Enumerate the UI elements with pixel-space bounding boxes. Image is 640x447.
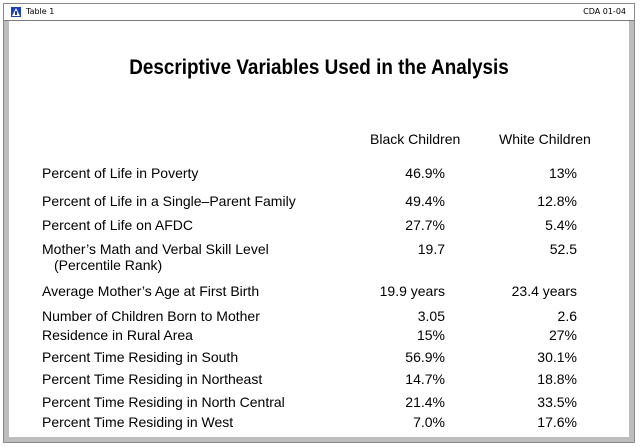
value-black-children: 14.7% xyxy=(405,371,445,387)
value-black-children: 19.7 xyxy=(417,241,445,257)
value-black-children: 7.0% xyxy=(413,414,445,430)
value-black-children: 49.4% xyxy=(405,193,445,209)
row-label-text: Mother’s Math and Verbal Skill Level xyxy=(42,241,269,257)
row-label xyxy=(42,349,238,365)
window-title: Table 1 xyxy=(26,7,55,16)
value-white-children: 30.1% xyxy=(537,349,577,365)
value-white-children: 2.6 xyxy=(557,308,577,324)
table-title: Descriptive Variables Used in the Analysis xyxy=(129,56,509,79)
row-label-text: Number of Children Born to Mother xyxy=(42,308,260,324)
value-white-children: 13% xyxy=(548,165,577,181)
row-label-text: Residence in Rural Area xyxy=(42,327,193,343)
row-label-text: Average Mother’s Age at First Birth xyxy=(42,283,260,299)
row-label-text: Percent of Life in a Single–Parent Family xyxy=(42,193,296,209)
row-label xyxy=(42,371,262,387)
value-black-children: 3.05 xyxy=(417,308,445,324)
row-label xyxy=(42,308,260,324)
value-white-children: 23.4 years xyxy=(511,283,577,299)
value-black-children: 15% xyxy=(416,327,445,343)
value-black-children: 21.4% xyxy=(405,394,445,410)
column-header-white: White Children xyxy=(499,131,591,147)
row-label xyxy=(42,165,198,181)
value-white-children: 33.5% xyxy=(537,394,577,410)
row-label xyxy=(42,283,259,299)
row-label xyxy=(42,394,285,410)
row-label-subtext: (Percentile Rank) xyxy=(54,257,163,273)
row-label xyxy=(42,414,233,430)
row-label-text: Percent Time Residing in North Central xyxy=(42,394,285,410)
row-label-text: Percent Time Residing in West xyxy=(42,414,234,430)
value-white-children: 27% xyxy=(548,327,577,343)
row-label-text: Percent Time Residing in South xyxy=(42,349,239,365)
value-black-children: 46.9% xyxy=(405,165,445,181)
value-white-children: 52.5 xyxy=(549,241,577,257)
value-black-children: 19.9 years xyxy=(379,283,445,299)
row-label-text: Percent Time Residing in Northeast xyxy=(42,371,263,387)
table-window xyxy=(3,3,635,443)
table-app-icon xyxy=(10,6,22,18)
window-titlebar[interactable] xyxy=(4,4,634,21)
row-label-text: Percent of Life on AFDC xyxy=(42,217,193,233)
row-label xyxy=(42,193,296,209)
row-label xyxy=(42,217,193,233)
row-label-text: Percent of Life in Poverty xyxy=(42,165,199,181)
value-white-children: 12.8% xyxy=(537,193,577,209)
value-black-children: 56.9% xyxy=(405,349,445,365)
value-white-children: 18.8% xyxy=(537,371,577,387)
value-black-children: 27.7% xyxy=(405,217,445,233)
value-white-children: 17.6% xyxy=(537,414,577,430)
window-id-label: CDA 01-04 xyxy=(583,7,626,16)
row-label xyxy=(42,241,269,273)
column-header-black: Black Children xyxy=(370,131,461,147)
value-white-children: 5.4% xyxy=(545,217,577,233)
row-label xyxy=(42,327,193,343)
